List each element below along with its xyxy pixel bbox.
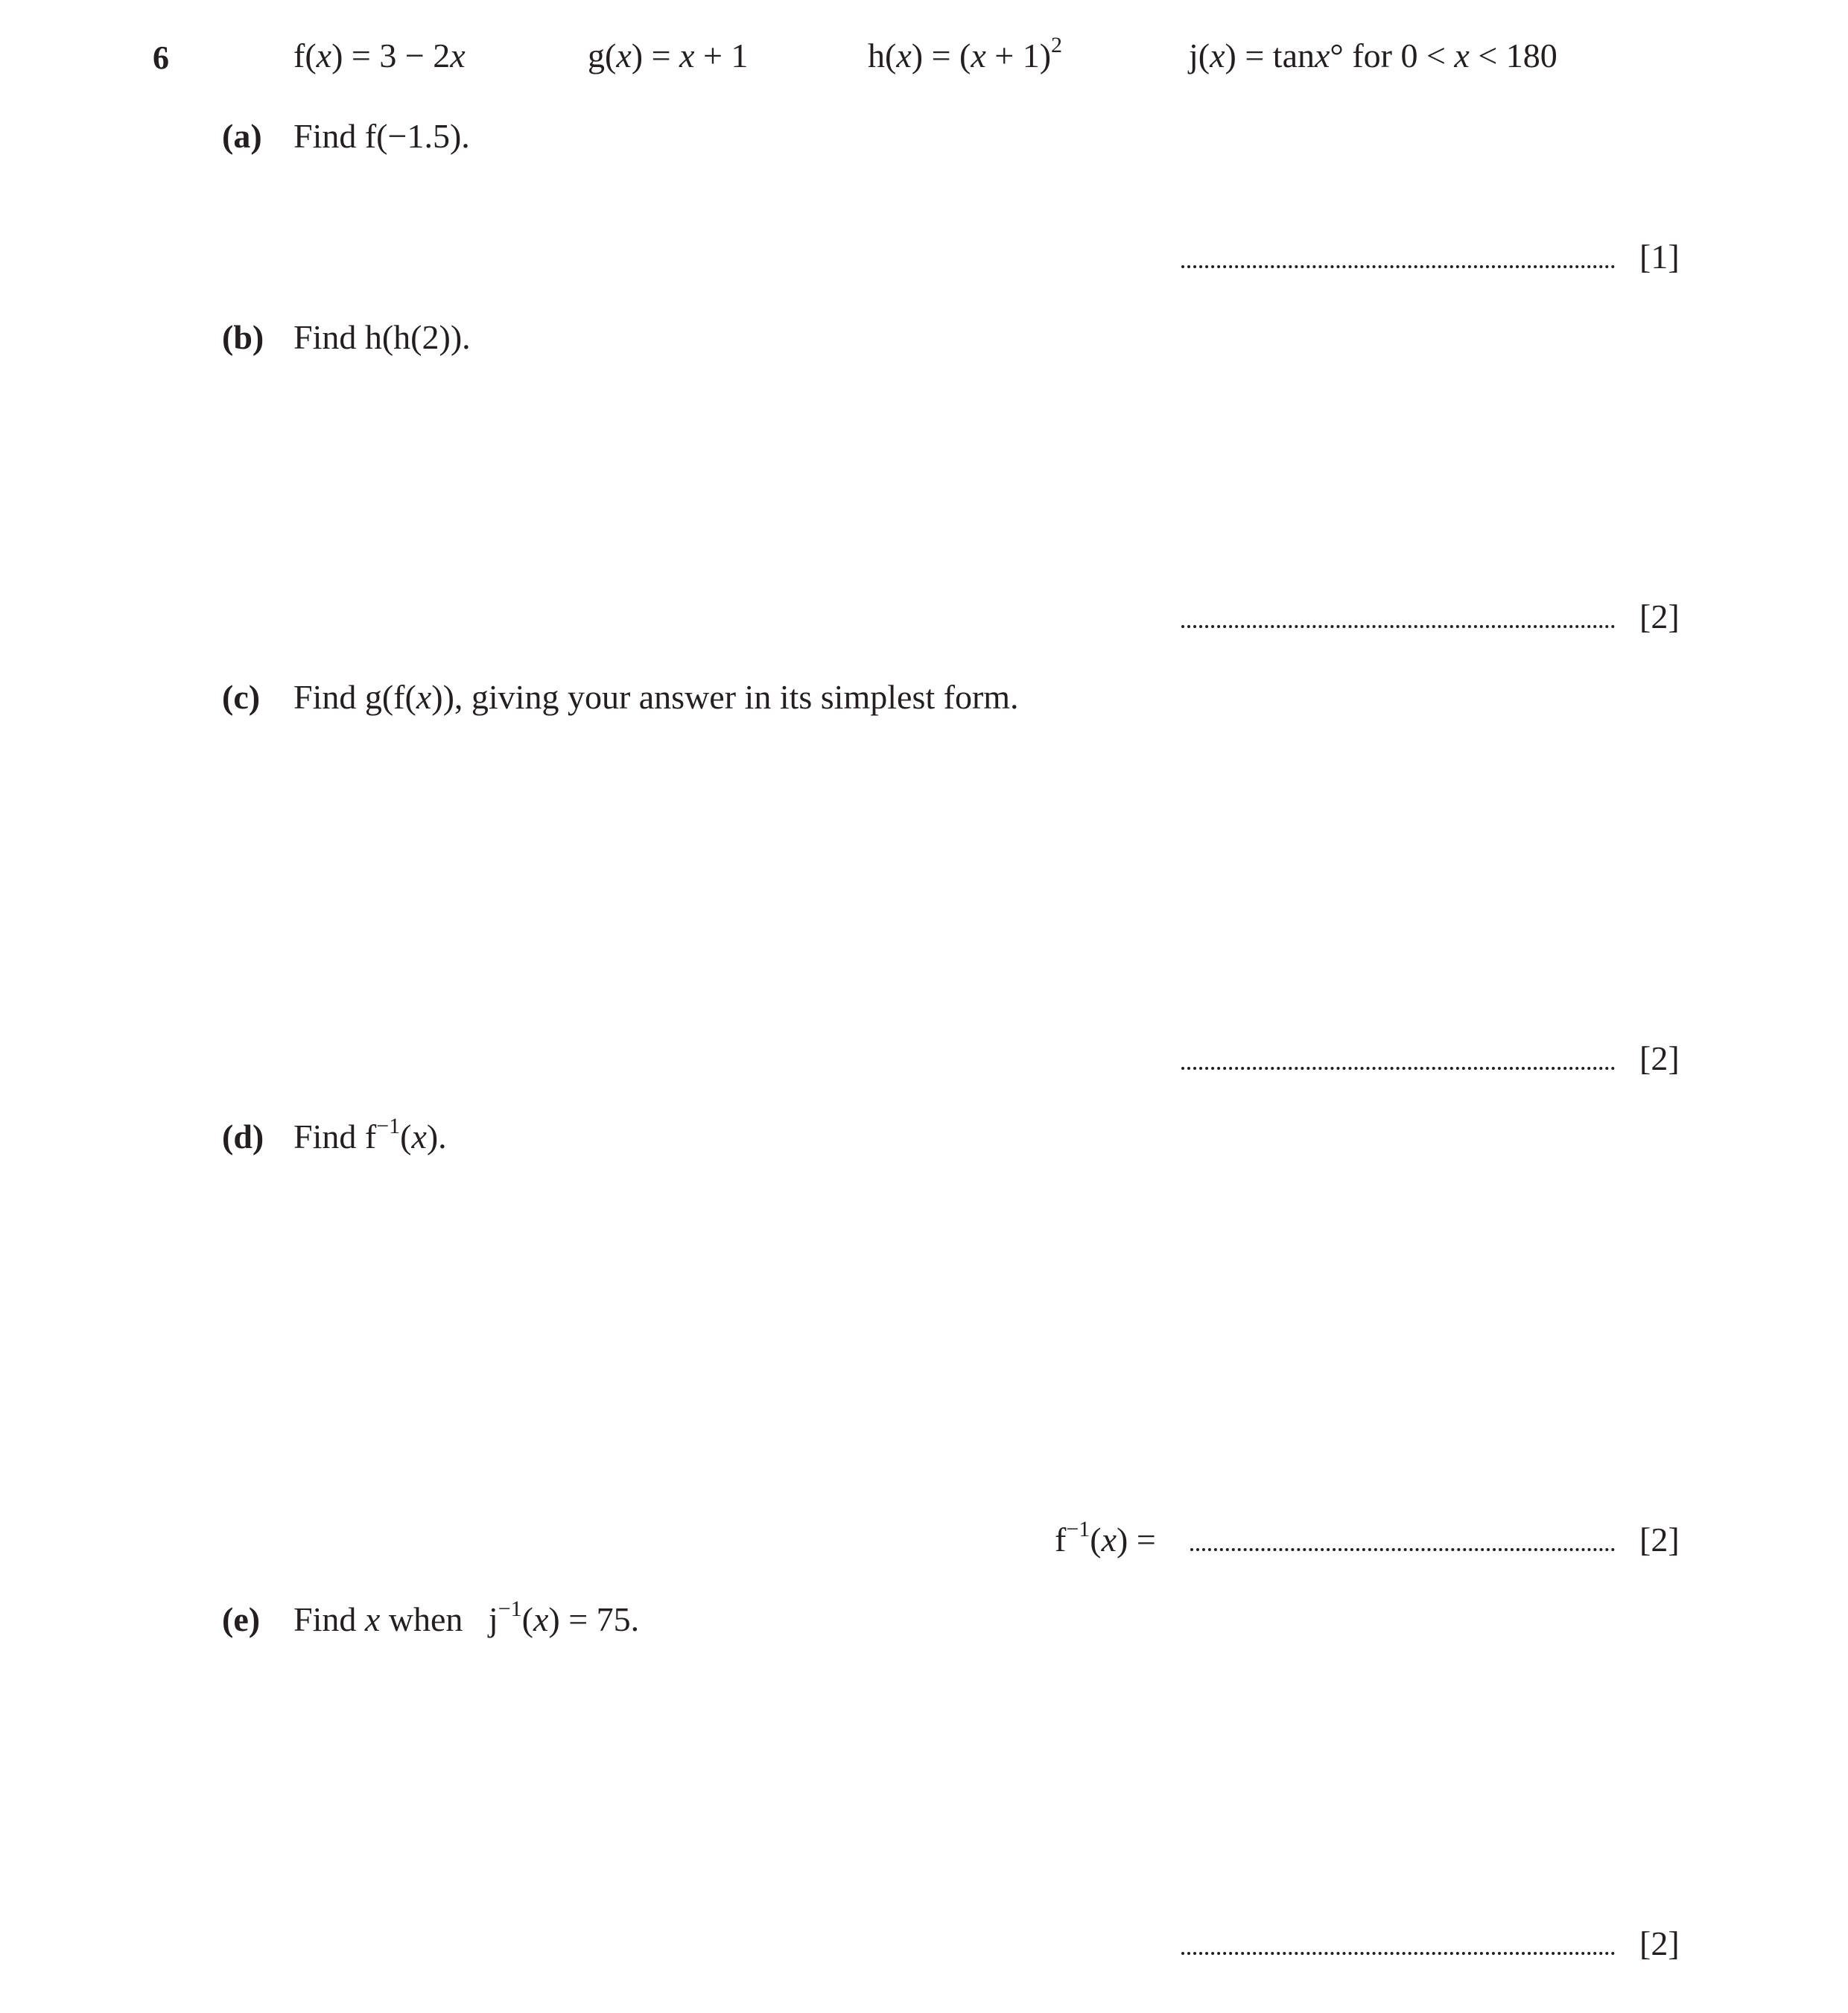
f-rhs-var: x — [450, 37, 466, 75]
part-b-answer-line[interactable] — [1181, 625, 1615, 628]
part-e — [222, 1597, 1116, 1640]
g-lhs-var: x — [616, 37, 632, 75]
part-e-question — [293, 1597, 640, 1638]
part-d-text-pre: Find f — [293, 1118, 377, 1156]
part-d-answer-line[interactable] — [1190, 1548, 1615, 1551]
part-a-marks: [1] — [1639, 238, 1680, 276]
function-g-definition — [588, 39, 748, 73]
g-mid: ) = — [631, 37, 680, 75]
part-b-marks: [2] — [1639, 597, 1680, 635]
part-e-var: x — [364, 1600, 381, 1638]
part-a — [222, 119, 1116, 156]
part-a-question: Find f(−1.5). — [293, 117, 470, 155]
part-d-answer-sup: −1 — [1066, 1517, 1090, 1541]
function-h-definition — [868, 33, 1063, 75]
h-power: 2 — [1051, 33, 1063, 57]
f-rhs: ) = 3 − 2 — [331, 37, 451, 75]
j-degree-symbol: ° — [1330, 37, 1344, 75]
part-d-open: ( — [400, 1118, 412, 1156]
g-rhs: + 1 — [694, 37, 749, 75]
j-condition-var: x — [1454, 37, 1470, 75]
j-mid: ) = tan — [1225, 37, 1315, 75]
part-c-marks: [2] — [1639, 1039, 1680, 1077]
part-e-inverse-sup: −1 — [498, 1597, 522, 1621]
part-a-label: (a) — [222, 117, 262, 155]
part-c-text-pre: Find g(f( — [293, 678, 416, 716]
part-c-answer-line[interactable] — [1181, 1067, 1615, 1070]
h-rhs: + 1) — [985, 37, 1052, 75]
h-mid: ) = ( — [911, 37, 971, 75]
j-lhs-var: x — [1210, 37, 1225, 75]
question-number: 6 — [153, 39, 169, 76]
part-d-answer-close: ) = — [1117, 1521, 1156, 1559]
f-lhs-name: f( — [293, 37, 317, 75]
j-condition: for 0 < — [1343, 37, 1455, 75]
part-e-answer-line[interactable] — [1181, 1952, 1615, 1955]
j-mid-var: x — [1315, 37, 1330, 75]
part-b-question: Find h(h(2)). — [293, 318, 471, 356]
part-e-open: ( — [521, 1600, 533, 1638]
part-c-label: (c) — [222, 678, 261, 716]
part-d-answer-fn: f — [1055, 1521, 1067, 1559]
h-lhs-var: x — [896, 37, 912, 75]
part-a-answer-line[interactable] — [1181, 265, 1615, 268]
j-condition-end: < 180 — [1469, 37, 1558, 75]
part-e-label: (e) — [222, 1600, 261, 1638]
part-c-text-post: )), giving your answer in its simplest form. — [431, 678, 1019, 716]
part-d-answer-open: ( — [1090, 1521, 1102, 1559]
g-mid-var: x — [679, 37, 695, 75]
part-d-var: x — [411, 1118, 427, 1156]
part-c-question — [293, 680, 1019, 714]
part-e-text-pre: Find — [293, 1600, 365, 1638]
part-d-answer-prefix — [1055, 1517, 1156, 1559]
part-b-label: (b) — [222, 318, 264, 356]
part-e-marks: [2] — [1639, 1924, 1680, 1962]
part-d-inverse-sup: −1 — [376, 1114, 401, 1138]
part-d-text-post: ). — [426, 1118, 447, 1156]
part-e-text-post: ) = 75. — [548, 1600, 640, 1638]
j-lhs-name: j( — [1189, 37, 1210, 75]
part-d-label: (d) — [222, 1118, 264, 1156]
part-c — [222, 680, 1414, 717]
part-b — [222, 320, 1116, 358]
part-e-var2: x — [533, 1600, 549, 1638]
part-c-var: x — [416, 678, 432, 716]
h-mid-var: x — [971, 37, 986, 75]
part-d-answer-var: x — [1101, 1521, 1117, 1559]
g-lhs-name: g( — [588, 37, 617, 75]
function-j-definition — [1189, 39, 1558, 73]
function-f-definition — [293, 39, 466, 73]
h-lhs-name: h( — [868, 37, 897, 75]
part-d-question — [293, 1114, 447, 1156]
part-d-marks: [2] — [1639, 1521, 1680, 1559]
part-e-text-mid: when j — [380, 1600, 498, 1638]
f-lhs-var: x — [316, 37, 332, 75]
part-d — [222, 1114, 1116, 1157]
